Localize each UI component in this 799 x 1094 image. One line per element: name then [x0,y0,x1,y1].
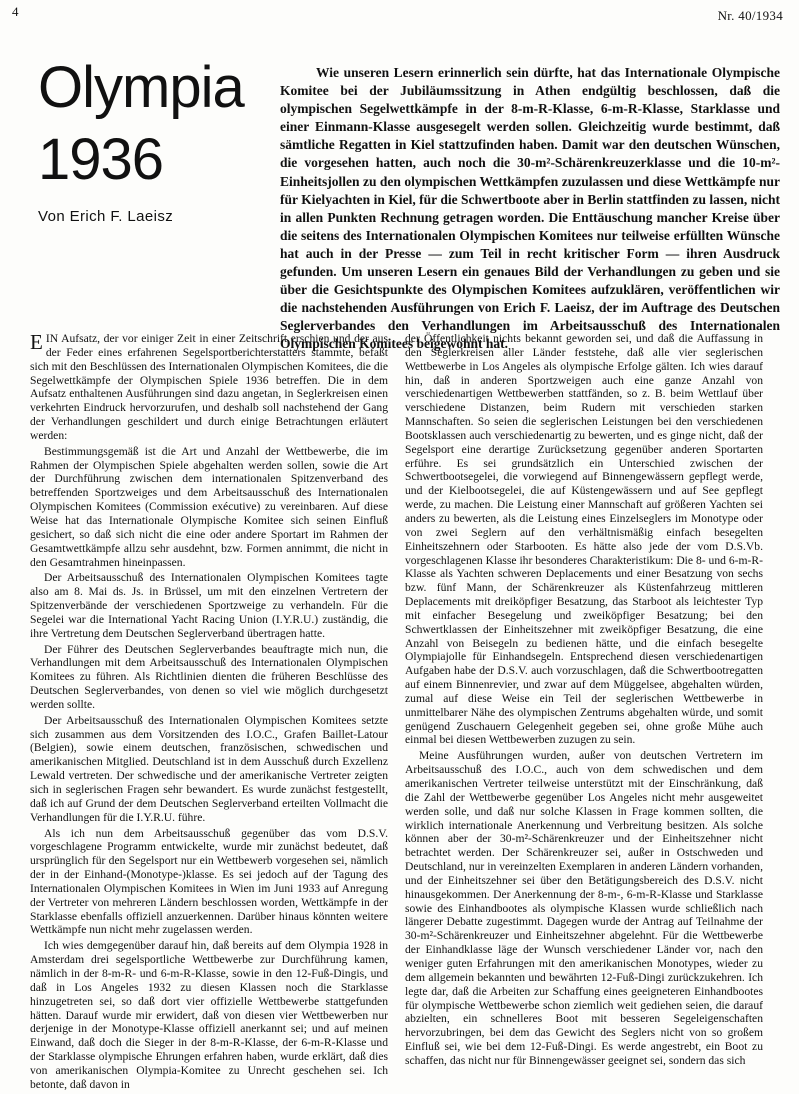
paragraph: Meine Ausführungen wurden, außer von deutschen Vertretern im Arbeitsausschuß des I.O.C., auch von dem schwedischen und dem amerikanischen Vertreter teilweise unterstützt mit der Einschränkung, daß die Zahl der Wettbewerbe gegenüber Los Angeles nicht mehr ausgeweitet werden solle, und daß nur solche Klassen in Frage kommen sollten, die wirklich internationale Anerkennung und Verbreitung besitzen. Als solche können aber der 30-m²-Schärenkreuzer und der Einheitszehner nicht betrachtet werden. Der Schärenkreuzer sei, außer in Ostschweden und Deutschland, nur in vereinzelten Exemplaren in anderen Ländern vorhanden, und der Einheitszehner sei über den Betätigungsbereich des D.S.V. nicht hinausgekommen. Der Anerkennung der 8-m-, 6-m-R-Klasse und Starklasse sowie des Einhandbootes als olympische Klassen wurde schließlich nach längerer Debatte zugestimmt. Dagegen wurde der Antrag auf Teilnahme der 30-m²-Schärenkreuzer und Einheitszehner abgelehnt. Für die Wettbewerbe der Einhandklasse läge der Wunsch verschiedener Länder vor, nach den weniger guten Erfahrungen mit den amerikanischen Monotypes, wieder zu dem allgemein bekannten und bewährten 12-Fuß-Dingi zurückzukehren. Ich legte dar, daß die Arbeiten zur Schaffung eines geeigneteren Einhandbootes für olympische Wettbewerbe schon ziemlich weit gediehen seien, die darauf abzielten, ein schnelleres Boot mit besseren Segeleigenschaften hervorzubringen, bei dem das Gewicht des Seglers nicht von so großem Einfluß sei, wie bei dem 12-Fuß-Dingi. Es werde angestrebt, ein Boot zu schaffen, das nicht nur für Binnengewässer geeignet sei, sondern das sich [405,749,763,1067]
paragraph: Ich wies demgegenüber darauf hin, daß bereits auf dem Olympia 1928 in Amsterdam drei segelsportliche Wettbewerbe zur Durchführung kamen, nämlich in der 8-m-R- und 6-m-R-Klasse, sowie in den 12-Fuß-Dingis, und daß in Los Angeles 1932 zu diesen Klassen noch die Starklasse hinzugetreten sei, so daß dort vier offizielle Wettbewerbe stattgefunden hätten. Darauf wurde mir erwidert, daß von diesen vier Wettbewerben nur derjenige in der Monotype-Klasse offiziell anerkannt sei; und auf meinen Einwand, daß doch die Sieger in der 8-m-R-Klasse, der 6-m-R-Klasse und der Starklasse olympische Ehrungen erfahren haben, wurde erklärt, daß dies von amerikanischen Olympia-Komitee zu Unrecht geschehen sei. Ich betonte, daß davon in [30,939,388,1091]
article-intro: Wie unseren Lesern erinnerlich sein dürfte, hat das Internationale Olympische Komitee bei der Jubiläumssitzung in Athen endgültig beschlossen, daß die olympischen Segelwettkämpfe in der 8-m-R-Klasse, 6-m-R-Klasse, Starklasse und einer Einmann-Klasse ausgesegelt werden sollen. Gleichzeitig wurde bestimmt, daß sämtliche Regatten in Kiel stattzufinden haben. Damit war den deutschen Wünschen, die vorgesehen hatten, auch noch die 30-m²-Schärenkreuzerklasse und die 10-m²-Einheitsjollen zu den olympischen Wettkämpfen zuzulassen und diese Wettkämpfe nur für Kielyachten in Kiel, für die Schwertboote aber in Berlin stattfinden zu lassen, nicht in allen Punkten Rechnung getragen worden. Die Enttäuschung mancher Kreise über die seitens des Internationalen Olympischen Komitees nur teilweise erfüllten Wünsche hat auch in der Presse — zum Teil in recht kritischer Form — ihren Ausdruck gefunden. Um unseren Lesern ein genaues Bild der Verhandlungen zu geben und sie über die Gesichtspunkte des Olympischen Komitees aufzuklären, veröffentlichen wir die nachstehenden Ausführungen von Erich F. Laeisz, der im Auftrage des Deutschen Seglerverbandes den Verhandlungen im Arbeitsausschuß des Internationalen Olympischen Komitees beigewohnt hat. [280,65,780,352]
drop-cap: E [30,330,43,354]
paragraph: Als ich nun dem Arbeitsausschuß gegenüber das vom D.S.V. vorgeschlagene Programm entwickelte, wurde mir zunächst bedeutet, daß ursprünglich für den Segelsport nur ein Wettbewerb vorgesehen sei, nämlich der in der Einhand-(Monotype-)klasse. Es sei jedoch auf der Tagung des Internationalen Olympischen Komitees in Wien im Juni 1933 auf Anregung der Vertreter von mehreren Ländern beschlossen worden, Wettkämpfe in der Starklasse ebenfalls offiziell anzuerkennen. Darüber hinaus könnten weitere Wettkämpfe nun nicht mehr zugelassen werden. [30,826,388,937]
article-title [38,52,278,196]
article-author: Von Erich F. Laeisz [38,208,174,225]
left-column [30,332,388,1094]
page-number: 4 [12,4,19,19]
paragraph: Der Arbeitsausschuß des Internationalen Olympischen Komitees setzte sich zusammen aus dem Vorsitzenden des I.O.C., Grafen Baillet-Latour (Belgien), sowie einem deutschen, französischen, schwedischen und amerikanischen Mitglied. Deutschland ist in dem Ausschuß durch Exzellenz Lewald vertreten. Der schwedische und der amerikanische Vertreter zeigten sich in seglerischen Fragen sehr bewandert. Es wurde zunächst festgestellt, daß ich auf Grund der dem Deutschen Seglerverband erteilten Vollmacht die Verhandlungen für die I.Y.R.U. führe. [30,713,388,824]
title-line-2: 1936 [38,127,164,192]
paragraph-text: IN Aufsatz, der vor einiger Zeit in einer Zeitschrift erschien und der aus der Feder eines erfahrenen Segelsportberichterstatters stammte, befaßt sich mit den Beschlüssen des Internationalen Olympischen Komitees, die die Segelwettkämpfe der Olympischen Spiele 1936 betreffen. Die in dem Aufsatz enthaltenen Ausführungen sind dazu angetan, in Seglerkreisen einen verkehrten Eindruck hervorzurufen, und deshalb soll nachstehend der Gang der Verhandlungen geschildert und durch einige Betrachtungen erläutert werden: [30,332,388,442]
paragraph: Der Arbeitsausschuß des Internationalen Olympischen Komitees tagte also am 8. Mai ds. Js. in Brüssel, um mit den einzelnen Vertretern der Spitzenverbände der verschiedenen Sportzweige zu verhandeln. Für die Segelei war die International Yacht Racing Union (I.Y.R.U.) zuständig, die ihre Vertretung dem Deutschen Seglerverband übertragen hatte. [30,571,388,640]
issue-number: Nr. 40/1934 [717,8,783,23]
paragraph: Bestimmungsgemäß ist die Art und Anzahl der Wettbewerbe, die im Rahmen der Olympischen Spiele abgehalten werden sollen, sowie die Art der Durchführung zwischen dem internationalen Spitzenverband des betreffenden Sportzweiges und dem Arbeitsausschuß des Internationalen Olympischen Komitees (Commission exécutive) zu vereinbaren. Auf diese Weise hat das Internationale Olympische Komitee sich seinen Einfluß gesichert, so daß sich nicht die eine oder andere Sportart im Rahmen der Gesamtwettkämpfe allzu sehr ausdehnt, bzw. Formen annimmt, die nicht in den Gesamtrahmen hineinpassen. [30,444,388,569]
paragraph [30,332,388,443]
title-line-1: Olympia [38,55,244,120]
paragraph: der Öffentlichkeit nichts bekannt geworden sei, und daß die Auffassung in den Seglerkreisen aller Länder feststehe, daß alle vier seglerischen Wettbewerbe in Los Angeles als olympische Erfolge gälten. Ich wies darauf hin, daß in anderen Sportzweigen auch eine ganze Anzahl von verschiedenartigen Wettbewerben stattfänden, so z. B. beim Wettlauf über verschiedene Distanzen, beim Rudern mit verschieden starken Mannschaften. So seien die seglerischen Leistungen bei den verschiedenen Bootsklassen auch verschiedenartig zu bewerten, und es ginge nicht, daß der Segelsport eine derartige Zurücksetzung gegenüber anderen Sportarten erführe. Es sei grundsätzlich ein Unterschied zwischen der Schwertbootsegelei, die vorwiegend auf Binnengewässern gepflegt werde, und der Kielbootsegelei, die auf Küstengewässern und auf See gepflegt werde, zu machen. Die Leistung einer Mannschaft auf größeren Yachten sei anders zu bewerten, als die Leistung eines Einzelseglers im Monotype oder von zwei Seglern auf den verhältnismäßig einfach besegelten Einheitszehnern oder Starbooten. Es hätte also jede der vom D.S.Vb. vorgeschlagenen Klasse ihr besonderes Charakteristikum: Die 8- und 6-m-R-Klasse als Yachten schweren Deplacements und einer Besatzung von sechs bzw. fünf Mann, der Schärenkreuzer als Küstenfahrzeug mittleren Deplacements mit dreiköpfiger Besatzung, das Starboot als leichtester Typ mit einfacher Besegelung und zweiköpfiger Besatzung; bei den Schwertklassen der Einheitszehner mit zweiköpfiger Besatzung, die eine Anzahl von Beisegeln zu bedienen hätte, und die einfach besegelte Olympiajolle für Einhandsegeln. Entsprechend diesen verschiedenartigen Aufgaben habe der D.S.V. auch vorzuschlagen, daß die Schwertbootregatten auf einem Binnenrevier, und zwar auf dem Müggelsee, abgehalten würden, zumal auf diese Weise ein Teil der seglerischen Wettbewerbe in unmittelbarer Nähe des olympischen Zentrums abgehalten würde, und somit genügend Zuschauern Gelegenheit gegeben sei, ohne große Mühe auch einmal bei diesen Wettbewerben zuzugen zu sein. [405,332,763,747]
right-column [405,332,763,1070]
paragraph: Der Führer des Deutschen Seglerverbandes beauftragte mich nun, die Verhandlungen mit dem Arbeitsausschuß des Internationalen Olympischen Komitees zu führen. Als Richtlinien dienten die früheren Beschlüsse des Deutschen Seglerverbandes, von denen so viel wie möglich durchgesetzt werden sollte. [30,642,388,711]
